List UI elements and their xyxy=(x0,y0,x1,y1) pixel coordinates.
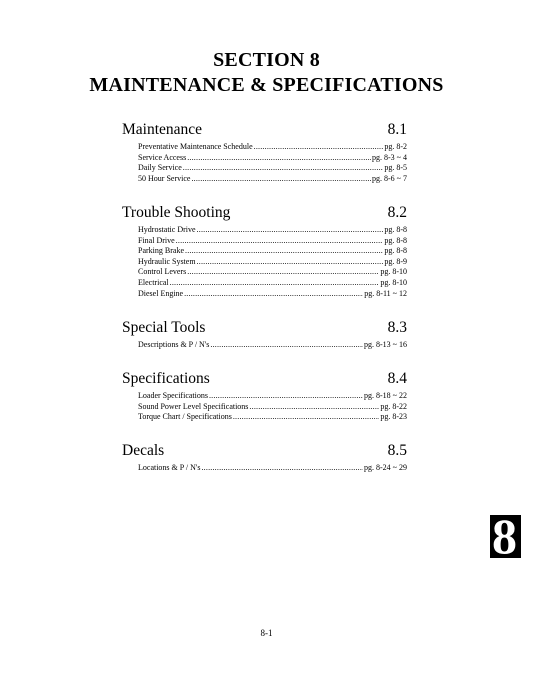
dot-leader xyxy=(183,163,384,174)
dot-leader xyxy=(197,257,384,268)
dot-leader xyxy=(197,225,384,236)
dot-leader xyxy=(184,289,363,300)
toc-section-number: 8.3 xyxy=(387,319,407,336)
toc-section-heading xyxy=(122,121,407,139)
toc-entry-label: Torque Chart / Specifications xyxy=(138,412,232,422)
dot-leader xyxy=(191,174,371,185)
toc-section-title: Special Tools xyxy=(122,319,206,336)
toc-entry-page: pg. 8-18 ~ 22 xyxy=(364,391,407,400)
toc-section-heading xyxy=(122,370,407,388)
toc-entries xyxy=(122,463,407,474)
toc-section-number: 8.1 xyxy=(387,121,407,138)
toc-entry-label: Locations & P / N's xyxy=(138,463,201,472)
toc-entry-page: pg. 8-8 xyxy=(384,246,407,256)
toc-entry-label: Final Drive xyxy=(138,235,175,245)
toc-entry-page: pg. 8-6 ~ 7 xyxy=(372,173,407,183)
toc-entry xyxy=(138,289,407,300)
toc-entry-page: pg. 8-9 xyxy=(384,256,407,266)
dot-leader xyxy=(187,267,379,278)
toc-entries xyxy=(122,225,407,299)
toc-section-title: Decals xyxy=(122,442,165,459)
toc-section-decals xyxy=(122,442,407,474)
toc-entry xyxy=(138,257,407,268)
toc-entry-label: Electrical xyxy=(138,277,169,287)
toc-section-title: Maintenance xyxy=(122,121,203,138)
toc-section-special-tools xyxy=(122,319,407,351)
toc-section-heading xyxy=(122,204,407,222)
dot-leader xyxy=(254,142,384,153)
toc-entry-label: Sound Power Level Specifications xyxy=(138,401,249,411)
section-name-heading: MAINTENANCE & SPECIFICATIONS xyxy=(89,74,444,96)
toc-entry-page: pg. 8-5 xyxy=(384,163,407,173)
toc-entry xyxy=(138,246,407,257)
dot-leader xyxy=(187,153,371,164)
toc-section-specifications xyxy=(122,370,407,423)
toc-entry xyxy=(138,267,407,278)
toc-entry xyxy=(138,340,407,351)
toc-entry-page: pg. 8-10 xyxy=(380,277,407,287)
toc-entry-page: pg. 8-23 xyxy=(380,412,407,422)
section-tab-marker: 8 xyxy=(490,515,521,558)
dot-leader xyxy=(176,236,384,247)
toc-entry-label: Hydraulic System xyxy=(138,256,196,266)
toc-entry-label: Control Levers xyxy=(138,267,187,277)
toc-entry-page: pg. 8-22 xyxy=(380,401,407,411)
toc-entry xyxy=(138,278,407,289)
dot-leader xyxy=(201,463,363,474)
toc-entry xyxy=(138,174,407,185)
dot-leader xyxy=(170,278,380,289)
toc-section-trouble-shooting xyxy=(122,204,407,299)
dot-leader xyxy=(233,412,379,423)
section-number-heading: SECTION 8 xyxy=(213,49,320,71)
toc-entry xyxy=(138,412,407,423)
toc-entry-page: pg. 8-10 xyxy=(380,267,407,277)
page-number: 8-1 xyxy=(260,628,273,638)
toc-entry-label: Hydrostatic Drive xyxy=(138,225,196,234)
toc-entry xyxy=(138,463,407,474)
toc-entry xyxy=(138,142,407,153)
toc-section-title: Specifications xyxy=(122,370,210,387)
toc-section-number: 8.2 xyxy=(387,204,407,221)
toc-entry-label: Diesel Engine xyxy=(138,288,184,298)
toc-entries xyxy=(122,340,407,351)
toc-entry-label: Preventative Maintenance Schedule xyxy=(138,142,253,151)
toc-section-maintenance xyxy=(122,121,407,184)
toc-entry xyxy=(138,225,407,236)
toc-entry xyxy=(138,391,407,402)
dot-leader xyxy=(210,340,363,351)
toc-entry-label: Daily Service xyxy=(138,163,182,173)
toc-section-number: 8.4 xyxy=(387,370,407,387)
section-title xyxy=(0,48,533,98)
toc-entry-page: pg. 8-2 xyxy=(384,142,407,151)
toc-entry-label: Parking Brake xyxy=(138,246,184,256)
toc-section-title: Trouble Shooting xyxy=(122,204,231,221)
dot-leader xyxy=(185,246,383,257)
toc-entry-page: pg. 8-11 ~ 12 xyxy=(364,288,407,298)
toc-section-heading xyxy=(122,319,407,337)
toc-entry xyxy=(138,236,407,247)
toc-entry-label: Loader Specifications xyxy=(138,391,208,400)
toc-entries xyxy=(122,391,407,423)
toc-entry-page: pg. 8-8 xyxy=(384,235,407,245)
toc-entry-label: 50 Hour Service xyxy=(138,173,191,183)
toc-entry xyxy=(138,153,407,164)
dot-leader xyxy=(249,402,379,413)
toc-entry-page: pg. 8-24 ~ 29 xyxy=(364,463,407,472)
toc-section-number: 8.5 xyxy=(387,442,407,459)
toc-entry-label: Descriptions & P / N's xyxy=(138,340,210,349)
toc-entry-page: pg. 8-13 ~ 16 xyxy=(364,340,407,349)
toc-entries xyxy=(122,142,407,184)
toc-section-heading xyxy=(122,442,407,460)
dot-leader xyxy=(209,391,363,402)
toc-entry-page: pg. 8-3 ~ 4 xyxy=(372,152,407,162)
toc-entry xyxy=(138,402,407,413)
toc-entry-page: pg. 8-8 xyxy=(384,225,407,234)
toc-entry xyxy=(138,163,407,174)
toc-entry-label: Service Access xyxy=(138,152,187,162)
